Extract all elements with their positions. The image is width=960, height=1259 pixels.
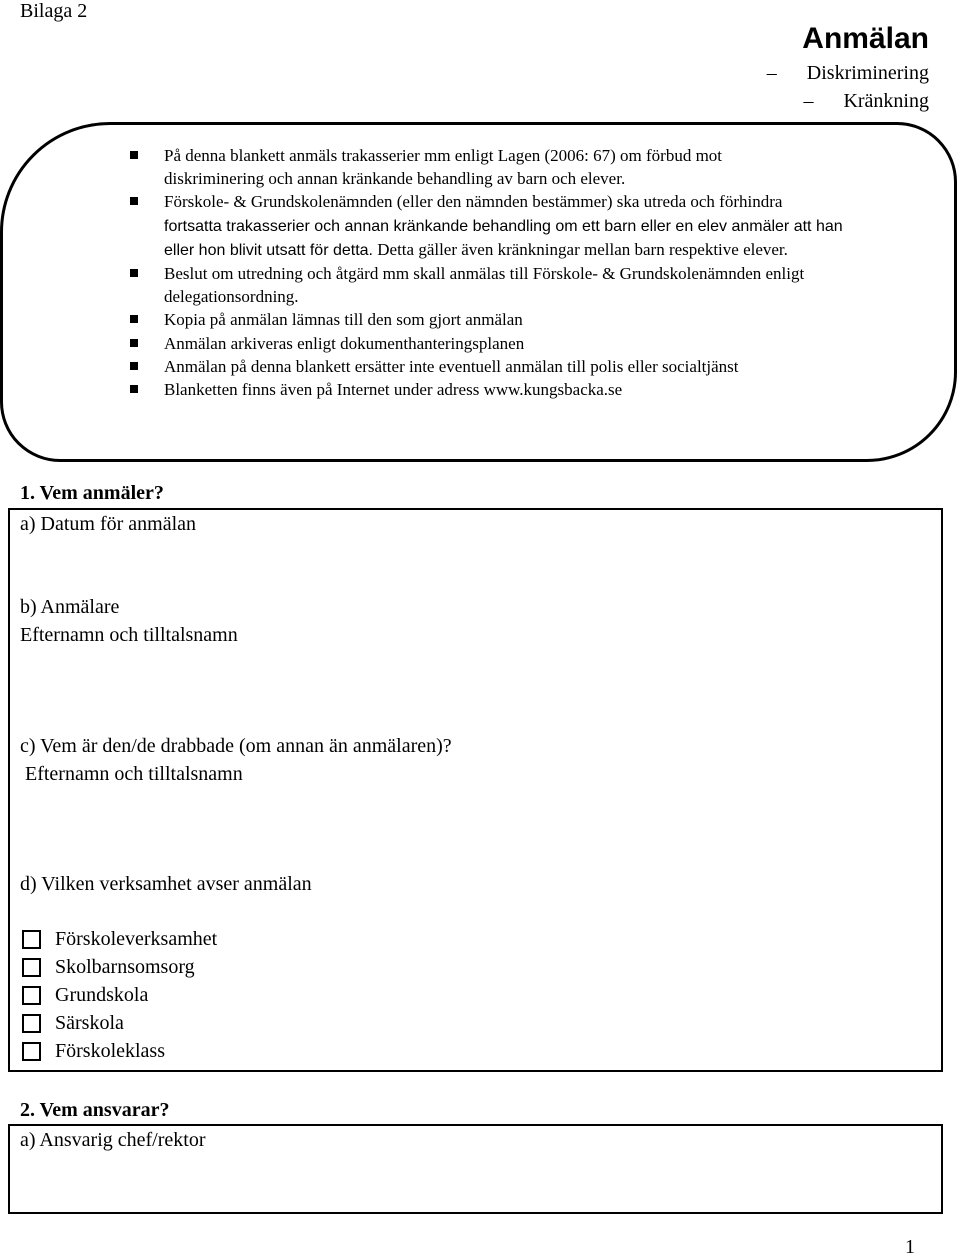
- bullet-line: delegationsordning.: [164, 287, 299, 307]
- option-label: Särskola: [55, 1012, 124, 1034]
- info-bullet-list: [130, 144, 930, 401]
- bullet-line: Blanketten finns även på Internet under adress www.kungsbacka.se: [164, 380, 623, 400]
- bullet-square-icon: [130, 339, 138, 347]
- checkbox-icon[interactable]: [22, 986, 41, 1005]
- affected-name-field[interactable]: [20, 795, 920, 865]
- subtitle-text: Diskriminering: [806, 62, 929, 84]
- date-label: a) Datum för anmälan: [20, 513, 197, 535]
- dash-mark: –: [766, 62, 777, 84]
- date-field[interactable]: [280, 516, 920, 576]
- page-number: 1: [905, 1236, 915, 1258]
- bullet-line: Anmälan arkiveras enligt dokumenthanteringsplanen: [164, 333, 525, 353]
- option-special-school[interactable]: [22, 1012, 124, 1035]
- info-bullet: [130, 190, 930, 262]
- bullet-square-icon: [130, 385, 138, 393]
- reporter-label: b) Anmälare: [20, 596, 120, 618]
- bullet-line-tail: Detta gäller även kränkningar mellan barn respektive elever.: [373, 239, 788, 259]
- attachment-label: Bilaga 2: [20, 0, 88, 22]
- bullet-line: På denna blankett anmäls trakasserier mm enligt Lagen (2006: 67) om förbud mot: [164, 146, 723, 165]
- responsible-field[interactable]: [20, 1158, 920, 1206]
- option-preschool-class[interactable]: [22, 1040, 165, 1063]
- bullet-square-icon: [130, 315, 138, 323]
- bullet-line: eller hon blivit utsatt för detta.: [164, 241, 373, 259]
- dash-mark: –: [803, 90, 814, 112]
- info-bullet: [130, 308, 930, 331]
- section1-heading: 1. Vem anmäler?: [20, 482, 164, 504]
- bullet-square-icon: [130, 269, 138, 277]
- info-bullet: [130, 144, 930, 190]
- reporter-name-field[interactable]: [20, 656, 920, 726]
- option-label: Grundskola: [55, 984, 149, 1006]
- checkbox-icon[interactable]: [22, 1014, 41, 1033]
- bullet-line: Anmälan på denna blankett ersätter inte eventuell anmälan till polis eller socialtjänst: [164, 356, 739, 376]
- info-bullet: [130, 332, 930, 355]
- responsible-label: a) Ansvarig chef/rektor: [20, 1129, 206, 1151]
- bullet-line: Kopia på anmälan lämnas till den som gjort anmälan: [164, 310, 523, 330]
- affected-name-label: Efternamn och tilltalsnamn: [25, 763, 243, 785]
- bullet-square-icon: [130, 151, 138, 159]
- option-preschool[interactable]: [22, 928, 217, 951]
- bullet-line: Förskole- & Grundskolenämnden (eller den nämnden bestämmer) ska utreda och förhindra: [164, 192, 783, 212]
- bullet-line: fortsatta trakasserier och annan kränkande behandling om ett barn eller en elev anmäler att han: [164, 217, 843, 235]
- reporter-name-label: Efternamn och tilltalsnamn: [20, 624, 238, 646]
- checkbox-icon[interactable]: [22, 1042, 41, 1061]
- bullet-line: diskriminering och annan kränkande behandling av barn och elever.: [164, 169, 626, 189]
- bullet-line: Beslut om utredning och åtgärd mm skall anmälas till Förskole- & Grundskolenämnden enligt: [164, 264, 805, 284]
- info-bullet: [130, 378, 930, 401]
- bullet-square-icon: [130, 362, 138, 370]
- option-label: Förskoleverksamhet: [55, 928, 218, 950]
- bullet-square-icon: [130, 197, 138, 205]
- option-label: Skolbarnsomsorg: [55, 956, 195, 978]
- checkbox-icon[interactable]: [22, 930, 41, 949]
- info-bullet: [130, 262, 930, 308]
- subtitle-discrimination: [767, 62, 929, 85]
- page-title: Anmälan: [802, 22, 929, 55]
- option-school-childcare[interactable]: [22, 956, 195, 979]
- subtitle-text: Kränkning: [843, 90, 929, 112]
- section2-heading: 2. Vem ansvarar?: [20, 1099, 170, 1121]
- affected-label: c) Vem är den/de drabbade (om annan än anmälaren)?: [20, 735, 452, 757]
- checkbox-icon[interactable]: [22, 958, 41, 977]
- option-label: Förskoleklass: [55, 1040, 165, 1062]
- info-bullet: [130, 355, 930, 378]
- subtitle-offense: [803, 90, 929, 113]
- activity-label: d) Vilken verksamhet avser anmälan: [20, 873, 312, 895]
- option-primary-school[interactable]: [22, 984, 148, 1007]
